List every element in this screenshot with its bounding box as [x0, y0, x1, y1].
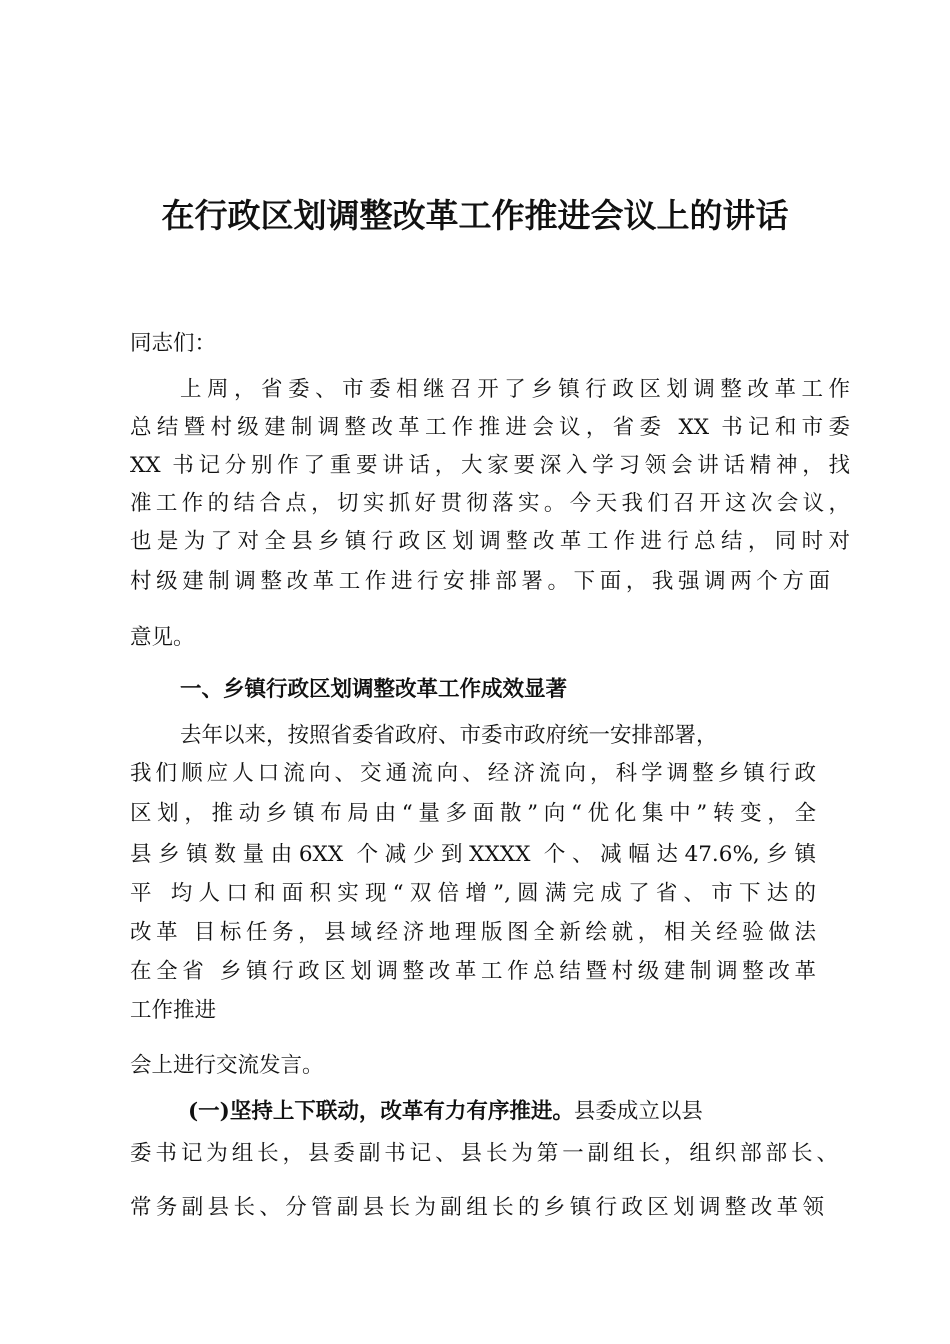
- intro-line: XX 书记分别作了重要讲话，大家要深入学习领会讲话精神，找: [130, 453, 850, 478]
- salutation: 同志们：: [130, 331, 217, 356]
- section-line: 县乡镇数量由6XX 个减少到XXXX 个、减幅达47.6%,乡镇: [130, 842, 816, 867]
- section-line: 去年以来，按照省委省政府、市委市政府统一安排部署，: [180, 723, 718, 748]
- subsection-line: 委书记为组长，县委副书记、县长为第一副组长，组织部部长、: [130, 1141, 838, 1166]
- subsection-text: 县委成立以县: [573, 1099, 703, 1124]
- intro-line: 上周，省委、市委相继召开了乡镇行政区划调整改革工作: [180, 377, 850, 402]
- section-heading: 一、乡镇行政区划调整改革工作成效显著: [180, 677, 568, 702]
- section-line: 工作推进: [130, 998, 217, 1023]
- subsection-heading: (一)坚持上下联动，改革有力有序推进。: [188, 1099, 574, 1124]
- intro-line: 准工作的结合点，切实抓好贯彻落实。今天我们召开这次会议，: [130, 491, 850, 516]
- intro-line: 意见。: [130, 625, 195, 650]
- subsection-first-line: [188, 1098, 703, 1126]
- section-line: 会上进行交流发言。: [130, 1053, 324, 1078]
- section-line: 改革 目标任务，县域经济地理版图全新绘就，相关经验做法: [130, 920, 816, 945]
- intro-line: 总结暨村级建制调整改革工作推进会议，省委 XX 书记和市委: [130, 415, 850, 440]
- document-title: 在行政区划调整改革工作推进会议上的讲话: [161, 196, 789, 235]
- intro-line: 也是为了对全县乡镇行政区划调整改革工作进行总结，同时对: [130, 529, 850, 554]
- intro-line: 村级建制调整改革工作进行安排部署。下面，我强调两个方面: [130, 569, 830, 594]
- section-line: 在全省 乡镇行政区划调整改革工作总结暨村级建制调整改革: [130, 959, 816, 984]
- section-line: 区划，推动乡镇布局由“量多面散”向“优化集中”转变，全: [130, 801, 816, 826]
- section-line: 平 均人口和面积实现“双倍增”,圆满完成了省、市下达的: [130, 881, 816, 906]
- section-line: 我们顺应人口流向、交通流向、经济流向，科学调整乡镇行政: [130, 761, 816, 786]
- subsection-line: 常务副县长、分管副县长为副组长的乡镇行政区划调整改革领: [130, 1195, 824, 1220]
